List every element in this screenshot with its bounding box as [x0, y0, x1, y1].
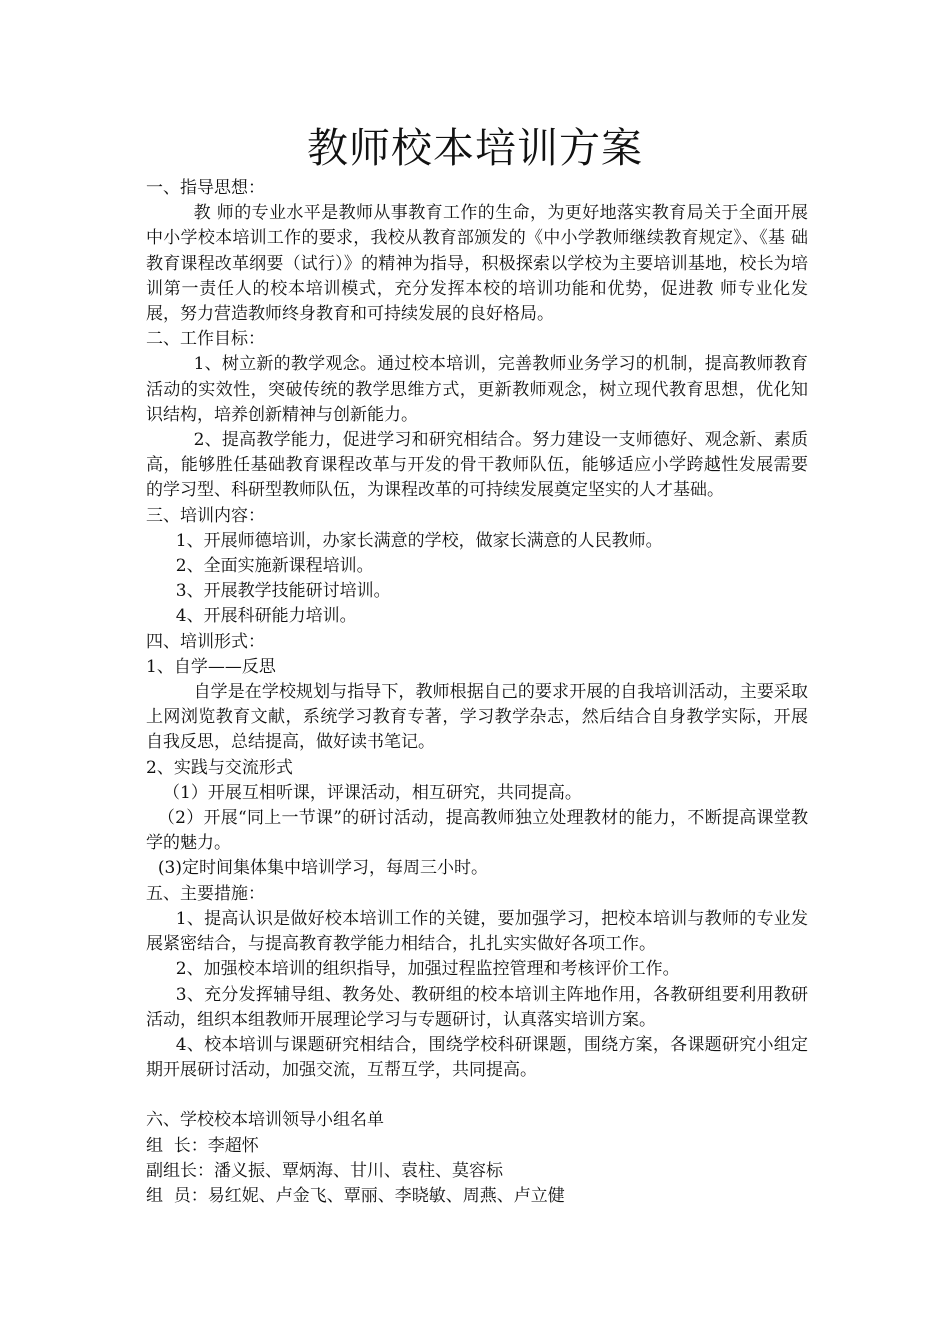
subheading-practice: 2、实践与交流形式: [146, 757, 293, 778]
list-item: （1）开展互相听课，评课活动，相互研究，共同提高。: [163, 782, 582, 803]
list-item: 2、加强校本培训的组织指导，加强过程监控管理和考核评价工作。: [175, 959, 680, 980]
paragraph-goal-1: 1、树立新的教学观念。通过校本培训，完善教师业务学习的机制，提高教师教育活动的实效性，突破传统的教学思维方式，更新教师观念，树立现代教育思想，优化知识结构，培养创新精神与创新能力。: [146, 354, 808, 425]
document-body: [146, 176, 808, 1209]
list-item: (3)定时间集体集中培训学习，每周三小时。: [157, 858, 488, 879]
list-item: 1、提高认识是做好校本培训工作的关键，要加强学习，把校本培训与教师的专业发展紧密结合，与提高教育教学能力相结合，扎扎实实做好各项工作。: [146, 908, 808, 955]
list-item: 3、充分发挥辅导组、教务处、教研组的校本培训主阵地作用，各教研组要利用教研活动，组织本组教师开展理论学习与专题研讨，认真落实培训方案。: [146, 984, 808, 1030]
list-item: 1、开展师德培训，办家长满意的学校，做家长满意的人民教师。: [175, 530, 663, 551]
paragraph-guiding-ideology: 教 师的专业水平是教师从事教育工作的生命，为更好地落实教育局关于全面开展中小学校本培训工作的要求，我校从教育部颁发的《中小学教师继续教育规定》、《基 础教育课程改革纲要（试行）》的精神为指导，积极探索以学校为主要培训基地，校长为培训第一责任人的校本培训模式，充分发挥本校的培训功能和优势，促进教 师专业化发展，努力营造教师终身教育和可持续发展的良好格局。: [146, 203, 808, 325]
list-item: （2）开展“同上一节课”的研讨活动，提高教师独立处理教材的能力，不断提高课堂教学的魅力。: [146, 808, 808, 854]
page-title: 教师校本培训方案: [307, 124, 643, 172]
paragraph-self-study: 自学是在学校规划与指导下，教师根据自己的要求开展的自我培训活动，主要采取上网浏览教育文献，系统学习教育专著，学习教学杂志，然后结合自身教学实际，开展自我反思，总结提高，做好读书笔记。: [146, 682, 808, 753]
list-item: 3、开展教学技能研讨培训。: [175, 581, 391, 602]
paragraph-goal-2: 2、提高教学能力，促进学习和研究相结合。努力建设一支师德好、观念新、素质高，能够胜任基础教育课程改革与开发的骨干教师队伍，能够适应小学跨越性发展需要的学习型、科研型教师队伍，为课程改革的可持续发展奠定坚实的人才基础。: [146, 430, 808, 501]
list-item: 4、校本培训与课题研究相结合，围绕学校科研课题，围绕方案，各课题研究小组定期开展研讨活动，加强交流，互帮互学，共同提高。: [146, 1034, 808, 1081]
spacer: [146, 1083, 808, 1108]
section-heading-leadership-group: 六、学校校本培训领导小组名单: [146, 1110, 384, 1131]
subheading-self-study: 1、自学——反思: [146, 656, 276, 677]
section-heading-work-goals: 二、工作目标：: [146, 329, 265, 350]
list-item: 4、开展科研能力培训。: [175, 606, 357, 627]
group-leader: 组 长：李超怀: [146, 1135, 259, 1156]
section-heading-main-measures: 五、主要措施：: [146, 883, 265, 904]
section-heading-guiding-ideology: 一、指导思想：: [146, 178, 265, 198]
list-item: 2、全面实施新课程培训。: [175, 556, 374, 577]
group-members: 组 员：易红妮、卢金飞、覃丽、李晓敏、周燕、卢立健: [146, 1185, 565, 1206]
section-heading-training-content: 三、培训内容：: [146, 505, 265, 526]
group-deputy: 副组长：潘义振、覃炳海、甘川、袁柱、莫容标: [146, 1160, 503, 1181]
section-heading-training-form: 四、培训形式：: [146, 631, 265, 652]
